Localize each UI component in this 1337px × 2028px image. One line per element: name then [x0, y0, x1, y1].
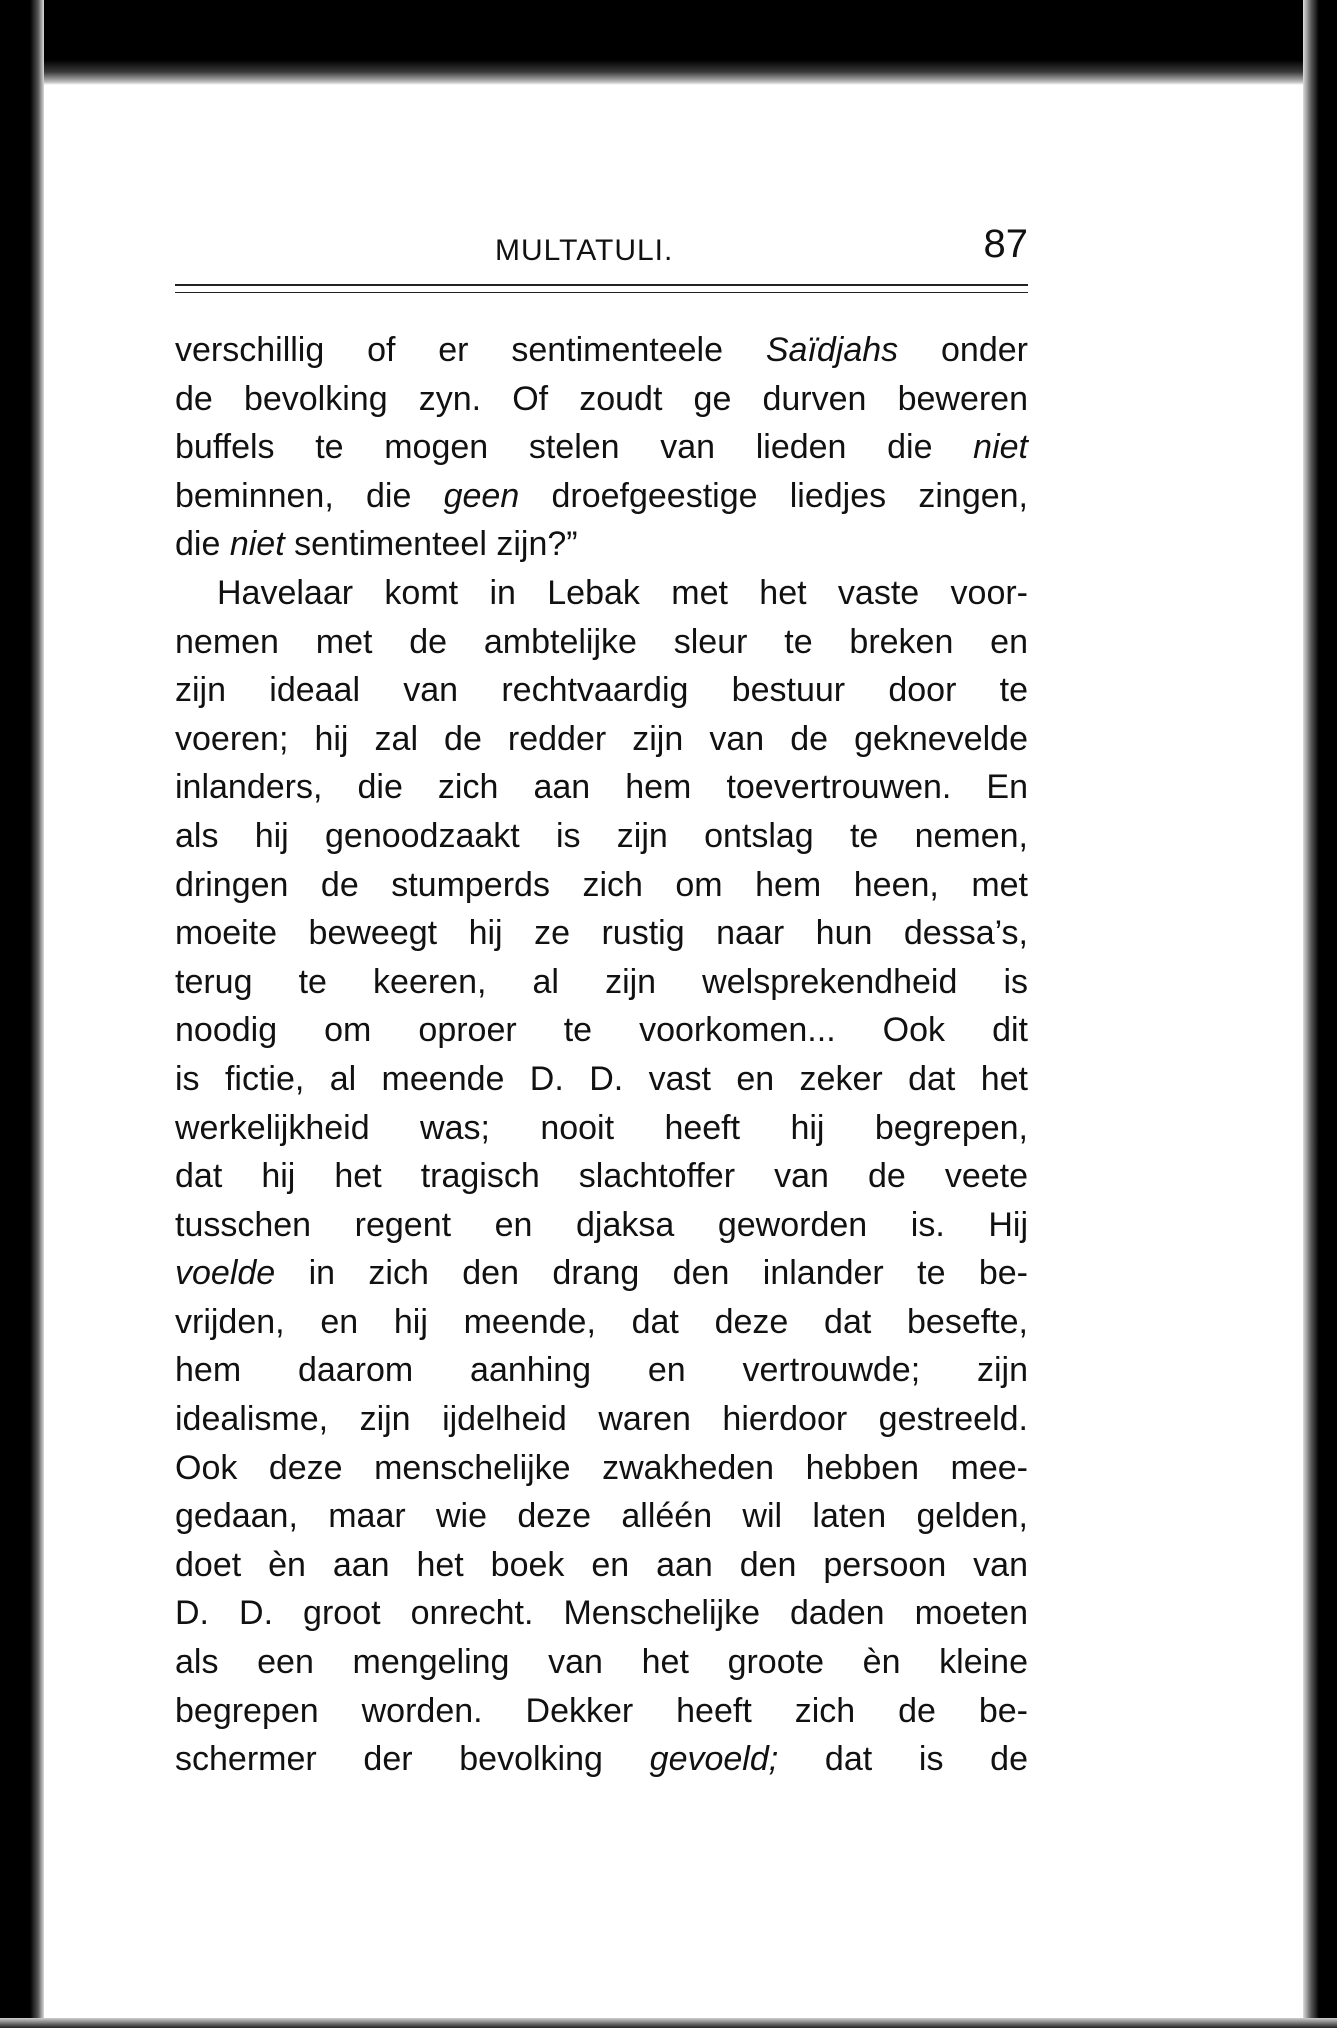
scan-border-right: [1303, 0, 1337, 2028]
text-line: noodig om oproer te voorkomen... Ook dit: [175, 1011, 1028, 1050]
running-head: [175, 222, 1028, 274]
text-line: zijn ideaal van rechtvaardig bestuur door te: [175, 671, 1028, 710]
text-line: buffels te mogen stelen van lieden die niet: [175, 428, 1028, 467]
text-line: de bevolking zyn. Of zoudt ge durven beweren: [175, 379, 1028, 418]
text-line: voeren; hij zal de redder zijn van de geknevelde: [175, 719, 1028, 758]
text-line: schermer der bevolking gevoeld; dat is de: [175, 1740, 1028, 1779]
text-line: werkelijkheid was; nooit heeft hij begrepen,: [175, 1108, 1028, 1147]
text-line: beminnen, die geen droefgeestige liedjes zingen,: [175, 476, 1028, 515]
text-line: is fictie, al meende D. D. vast en zeker dat het: [175, 1059, 1028, 1098]
header-rule-thin: [175, 292, 1028, 293]
text-line: idealisme, zijn ijdelheid waren hierdoor gestreeld.: [175, 1400, 1028, 1439]
scan-border-top: [0, 0, 1337, 85]
header-rule: [175, 284, 1028, 286]
text-line: dringen de stumperds zich om hem heen, met: [175, 865, 1028, 904]
text-line: gedaan, maar wie deze alléén wil laten gelden,: [175, 1497, 1028, 1536]
text-line: terug te keeren, al zijn welsprekendheid is: [175, 962, 1028, 1001]
text-line: als een mengeling van het groote èn kleine: [175, 1643, 1028, 1682]
text-line: dat hij het tragisch slachtoffer van de veete: [175, 1157, 1028, 1196]
text-line: vrijden, en hij meende, dat deze dat besefte,: [175, 1302, 1028, 1341]
text-line: voelde in zich den drang den inlander te be-: [175, 1254, 1028, 1293]
text-line: tusschen regent en djaksa geworden is. Hij: [175, 1205, 1028, 1244]
scan-border-left: [0, 0, 44, 2028]
text-line: inlanders, die zich aan hem toevertrouwen. En: [175, 768, 1028, 807]
text-line: Havelaar komt in Lebak met het vaste voor-: [217, 573, 1028, 612]
text-line: als hij genoodzaakt is zijn ontslag te nemen,: [175, 816, 1028, 855]
text-line: D. D. groot onrecht. Menschelijke daden moeten: [175, 1594, 1028, 1633]
text-line: nemen met de ambtelijke sleur te breken en: [175, 622, 1028, 661]
text-line: begrepen worden. Dekker heeft zich de be-: [175, 1691, 1028, 1730]
text-line: doet èn aan het boek en aan den persoon van: [175, 1545, 1028, 1584]
body-text: [175, 326, 1028, 1784]
text-line: die niet sentimenteel zijn?”: [175, 525, 578, 564]
running-title: MULTATULI.: [495, 234, 674, 267]
text-line: verschillig of er sentimenteele Saïdjahs onder: [175, 331, 1028, 369]
text-line: Ook deze menschelijke zwakheden hebben mee-: [175, 1448, 1028, 1487]
text-line: moeite beweegt hij ze rustig naar hun dessa’s,: [175, 914, 1028, 953]
text-line: hem daarom aanhing en vertrouwde; zijn: [175, 1351, 1028, 1390]
scan-border-bottom: [0, 2018, 1337, 2028]
page-number: 87: [983, 222, 1028, 266]
